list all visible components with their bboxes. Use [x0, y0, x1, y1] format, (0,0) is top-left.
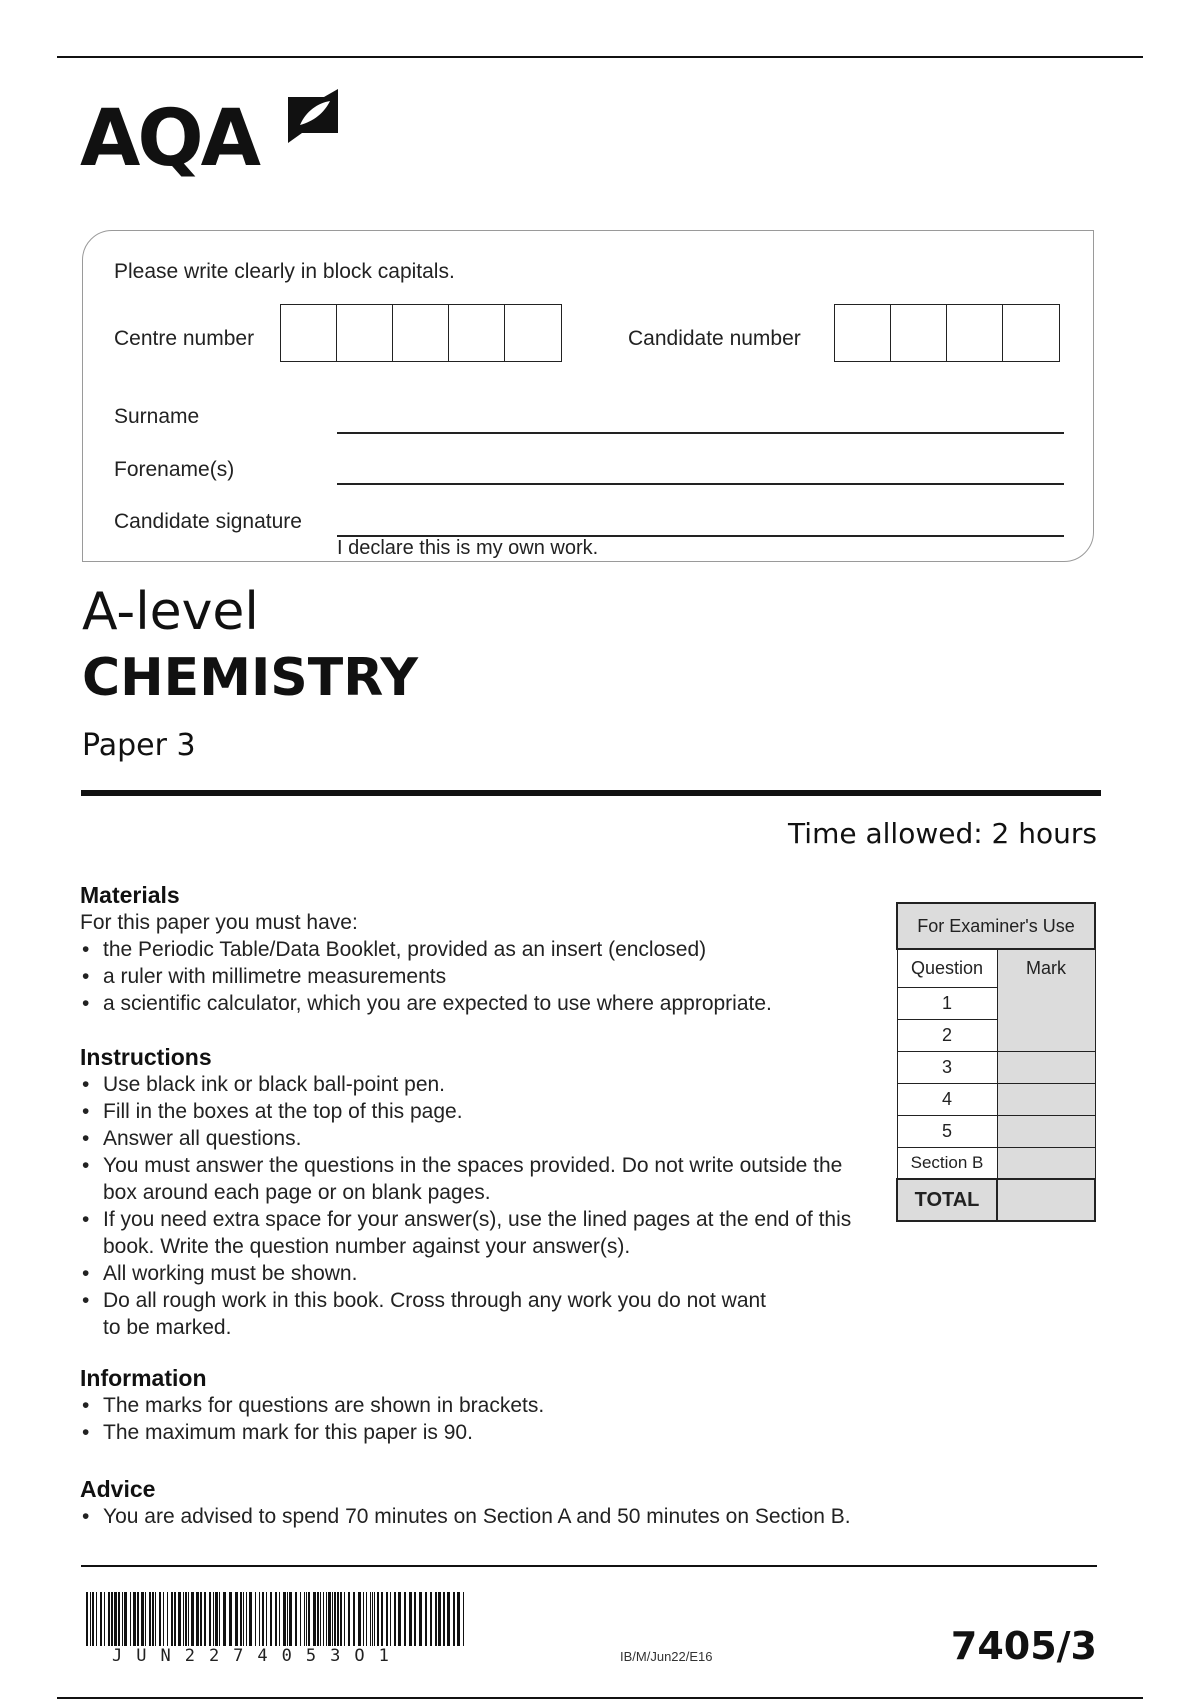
- barcode-bar: [390, 1592, 391, 1646]
- aqa-logo: AQA: [80, 92, 258, 187]
- barcode-bar: [259, 1592, 260, 1646]
- barcode-bar: [213, 1592, 214, 1646]
- title-rule: [81, 790, 1101, 796]
- barcode-bar: [363, 1592, 364, 1646]
- barcode-bar: [104, 1592, 105, 1646]
- barcode-bar: [404, 1592, 406, 1646]
- information-heading: Information: [80, 1365, 207, 1391]
- centre-digit-box[interactable]: [393, 305, 449, 361]
- barcode-bar: [90, 1592, 91, 1646]
- barcode-bar: [289, 1592, 292, 1646]
- barcode-bar: [145, 1592, 146, 1646]
- barcode-bar: [283, 1592, 286, 1646]
- barcode-bar: [92, 1592, 94, 1646]
- information-item: • The marks for questions are shown in brackets.: [80, 1392, 840, 1419]
- barcode-bar: [320, 1592, 321, 1646]
- barcode-bar: [124, 1592, 127, 1646]
- barcode-bar: [306, 1592, 307, 1646]
- barcode-bar: [111, 1592, 113, 1646]
- candidate-digit-box[interactable]: [947, 305, 1003, 361]
- barcode-bar: [246, 1592, 247, 1646]
- barcode-bar: [185, 1592, 187, 1646]
- barcode-bar: [398, 1592, 401, 1646]
- barcode-image: [86, 1592, 472, 1646]
- information-list: [80, 1392, 840, 1446]
- instruction-item: • Fill in the boxes at the top of this page.: [80, 1098, 870, 1125]
- information-item: • The maximum mark for this paper is 90.: [80, 1419, 840, 1446]
- barcode-bar: [191, 1592, 194, 1646]
- materials-intro: For this paper you must have:: [80, 911, 358, 934]
- barcode-bar: [443, 1592, 445, 1646]
- barcode-bar: [337, 1592, 339, 1646]
- centre-number-label: Centre number: [114, 327, 255, 350]
- declaration-text: I declare this is my own work.: [337, 537, 599, 559]
- barcode-bar: [381, 1592, 383, 1646]
- barcode-bar: [196, 1592, 199, 1646]
- barcode-bar: [130, 1592, 131, 1646]
- barcode-bar: [137, 1592, 139, 1646]
- mark-cell: [997, 1147, 1095, 1179]
- centre-digit-box[interactable]: [449, 305, 505, 361]
- advice-heading: Advice: [80, 1476, 156, 1502]
- barcode-bar: [386, 1592, 388, 1646]
- barcode-bar: [255, 1592, 256, 1646]
- barcode-bar: [457, 1592, 460, 1646]
- candidate-digit-box[interactable]: [835, 305, 891, 361]
- top-rule: [57, 56, 1143, 58]
- mark-column-header: Mark: [997, 949, 1095, 1051]
- barcode-bar: [279, 1592, 280, 1646]
- surname-field[interactable]: [337, 432, 1064, 434]
- barcode-bar: [188, 1592, 189, 1646]
- barcode-bar: [114, 1592, 117, 1646]
- instruction-item: • Use black ink or black ball-point pen.: [80, 1071, 870, 1098]
- candidate-number-label: Candidate number: [628, 327, 801, 350]
- barcode-bar: [149, 1592, 151, 1646]
- barcode-bar: [178, 1592, 181, 1646]
- centre-number-boxes[interactable]: [280, 304, 562, 362]
- barcode-bar: [358, 1592, 361, 1646]
- barcode-bar: [304, 1592, 305, 1646]
- candidate-digit-box[interactable]: [1003, 305, 1059, 361]
- barcode-bar: [240, 1592, 242, 1646]
- barcode-bar: [266, 1592, 267, 1646]
- barcode-bar: [366, 1592, 367, 1646]
- barcode-bar: [377, 1592, 379, 1646]
- total-mark-cell: [997, 1179, 1095, 1221]
- barcode-bar: [183, 1592, 184, 1646]
- barcode-bar: [326, 1592, 327, 1646]
- barcode-bar: [270, 1592, 272, 1646]
- barcode-bar: [374, 1592, 375, 1646]
- barcode-bar: [317, 1592, 319, 1646]
- barcode-bar: [332, 1592, 333, 1646]
- barcode-bar: [171, 1592, 173, 1646]
- paper-number: Paper 3: [82, 728, 196, 763]
- block-capitals-instruction: Please write clearly in block capitals.: [114, 260, 455, 283]
- candidate-number-boxes[interactable]: [834, 304, 1060, 362]
- bottom-rule: [57, 1697, 1143, 1699]
- barcode-bar: [155, 1592, 156, 1646]
- barcode-bar: [219, 1592, 220, 1646]
- barcode-bar: [419, 1592, 422, 1646]
- instruction-item: • You must answer the questions in the spaces provided. Do not write outside the box around each page or on blank pages.: [80, 1152, 870, 1206]
- candidate-digit-box[interactable]: [891, 305, 947, 361]
- advice-item: • You are advised to spend 70 minutes on Section A and 50 minutes on Section B.: [80, 1503, 980, 1530]
- question-column-header: Question: [897, 949, 997, 987]
- barcode-bar: [370, 1592, 371, 1646]
- paper-code: 7405/3: [950, 1624, 1097, 1668]
- barcode-bar: [394, 1592, 396, 1646]
- barcode-bar: [344, 1592, 345, 1646]
- forename-label: Forename(s): [114, 458, 235, 481]
- instructions-list: [80, 1071, 870, 1341]
- barcode-bar: [323, 1592, 324, 1646]
- barcode-bar: [133, 1592, 136, 1646]
- barcode-bar: [235, 1592, 238, 1646]
- materials-heading: Materials: [80, 882, 180, 908]
- materials-item: • a ruler with millimetre measurements: [80, 963, 840, 990]
- barcode-bar: [340, 1592, 342, 1646]
- barcode-bar: [414, 1592, 416, 1646]
- barcode-bar: [287, 1592, 288, 1646]
- barcode-bar: [204, 1592, 206, 1646]
- question-number-cell: 4: [897, 1083, 997, 1115]
- materials-list: [80, 909, 840, 1017]
- barcode-bar: [100, 1592, 102, 1646]
- centre-digit-box[interactable]: [505, 305, 561, 361]
- barcode-bar: [118, 1592, 120, 1646]
- barcode-bar: [243, 1592, 244, 1646]
- barcode-bar: [438, 1592, 441, 1646]
- barcode-bar: [308, 1592, 310, 1646]
- mark-cell: [997, 1083, 1095, 1115]
- barcode-bar: [409, 1592, 412, 1646]
- barcode-bar: [353, 1592, 355, 1646]
- barcode-bar: [86, 1592, 88, 1646]
- barcode-bar: [435, 1592, 437, 1646]
- barcode-digits: JUN2274053O1: [112, 1646, 403, 1666]
- barcode-bar: [152, 1592, 154, 1646]
- question-number-cell: 3: [897, 1051, 997, 1083]
- mark-cell: [997, 1115, 1095, 1147]
- instruction-item: • Do all rough work in this book. Cross through any work you do not want to be marked.: [80, 1287, 783, 1341]
- barcode-bar: [295, 1592, 297, 1646]
- barcode-bar: [313, 1592, 316, 1646]
- surname-label: Surname: [114, 405, 200, 428]
- instruction-item: • All working must be shown.: [80, 1260, 870, 1287]
- barcode-bar: [300, 1592, 301, 1646]
- paper-reference: IB/M/Jun22/E16: [620, 1649, 713, 1664]
- barcode-bar: [122, 1592, 123, 1646]
- barcode-bar: [96, 1592, 97, 1646]
- footer-rule: [81, 1565, 1097, 1567]
- total-label: TOTAL: [897, 1179, 997, 1221]
- barcode-bar: [223, 1592, 226, 1646]
- examiner-table-header: For Examiner's Use: [897, 903, 1095, 949]
- barcode-bar: [430, 1592, 432, 1646]
- subject-title: CHEMISTRY: [82, 648, 419, 708]
- barcode-bar: [209, 1592, 211, 1646]
- barcode-bar: [215, 1592, 218, 1646]
- barcode-bar: [108, 1592, 110, 1646]
- centre-digit-box[interactable]: [281, 305, 337, 361]
- instruction-item: • If you need extra space for your answer(s), use the lined pages at the end of this book. Write the question number against your answer(s).: [80, 1206, 870, 1260]
- barcode-bar: [453, 1592, 455, 1646]
- centre-digit-box[interactable]: [337, 305, 393, 361]
- question-number-cell: 5: [897, 1115, 997, 1147]
- barcode-bar: [249, 1592, 252, 1646]
- forename-field[interactable]: [337, 483, 1064, 485]
- barcode-bar: [328, 1592, 331, 1646]
- barcode-bar: [372, 1592, 373, 1646]
- barcode-bar: [167, 1592, 168, 1646]
- barcode-bar: [463, 1592, 464, 1646]
- signature-label: Candidate signature: [114, 510, 302, 533]
- examiner-use-table: [896, 902, 1096, 1222]
- barcode-bar: [447, 1592, 450, 1646]
- barcode-bar: [141, 1592, 144, 1646]
- barcode-bar: [174, 1592, 176, 1646]
- materials-item: • a scientific calculator, which you are expected to use where appropriate.: [80, 990, 840, 1017]
- question-number-cell: 1: [897, 987, 997, 1019]
- barcode-bar: [334, 1592, 336, 1646]
- barcode-bar: [163, 1592, 164, 1646]
- advice-list: [80, 1503, 980, 1530]
- question-number-cell: Section B: [897, 1147, 997, 1179]
- barcode-bar: [229, 1592, 232, 1646]
- barcode-bar: [425, 1592, 427, 1646]
- instruction-item: • Answer all questions.: [80, 1125, 870, 1152]
- aqa-leaf-icon: [284, 89, 342, 147]
- time-allowed: Time allowed: 2 hours: [788, 817, 1097, 850]
- mark-cell: [997, 1051, 1095, 1083]
- materials-item: • the Periodic Table/Data Booklet, provided as an insert (enclosed): [80, 936, 840, 963]
- barcode-bar: [348, 1592, 350, 1646]
- qualification-level: A-level: [82, 582, 259, 642]
- barcode-bar: [159, 1592, 161, 1646]
- barcode-bar: [262, 1592, 264, 1646]
- instructions-heading: Instructions: [80, 1044, 212, 1070]
- barcode-bar: [200, 1592, 202, 1646]
- barcode-bar: [275, 1592, 277, 1646]
- question-number-cell: 2: [897, 1019, 997, 1051]
